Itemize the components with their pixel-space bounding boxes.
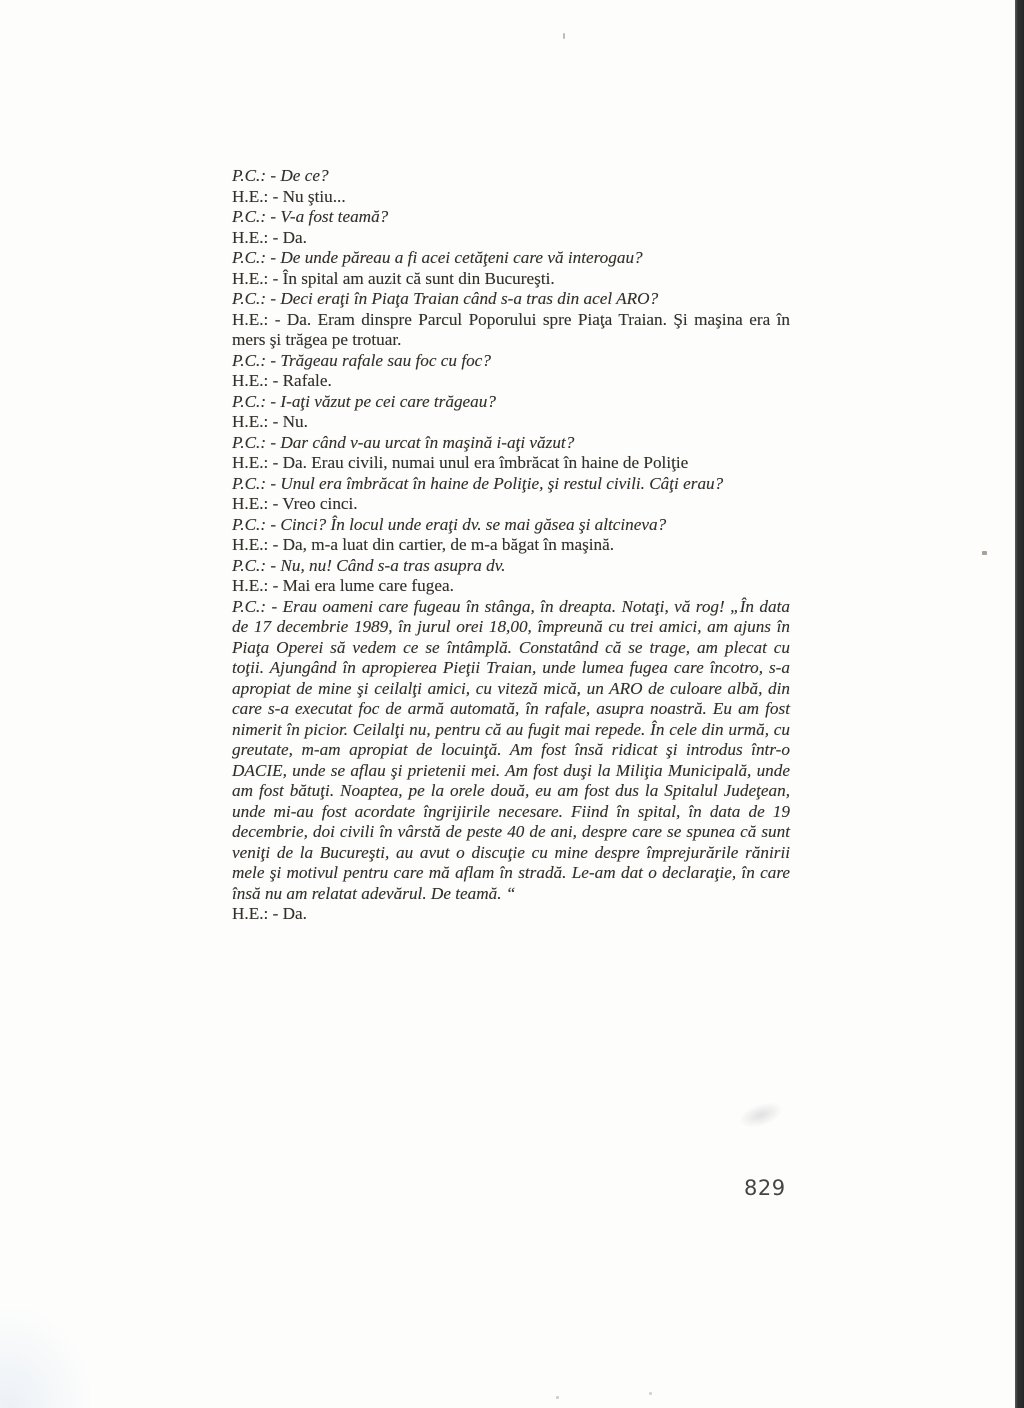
dialog-line: H.E.: - Vreo cinci. — [232, 494, 358, 513]
dialog-line: P.C.: - Deci eraţi în Piaţa Traian când s-a tras din acel ARO? — [232, 289, 659, 308]
scan-edge-artifact — [1015, 0, 1024, 1408]
dialog-line: H.E.: - În spital am auzit că sunt din Bucureşti. — [232, 268, 555, 288]
scan-speck — [556, 1396, 559, 1399]
dialog-line: P.C.: - Dar când v-au urcat în maşină i-aţi văzut? — [232, 432, 575, 452]
dialog-line: H.E.: - Nu ştiu... — [232, 186, 346, 206]
scan-smudge — [736, 1097, 787, 1132]
dialog-line: P.C.: - Trăgeau rafale sau foc cu foc? — [232, 350, 491, 370]
dialog-transcript — [232, 166, 790, 925]
scan-speck — [649, 1392, 652, 1395]
dialog-line: P.C.: - V-a fost teamă? — [232, 207, 389, 226]
dialog-line: H.E.: - Nu. — [232, 412, 308, 431]
dialog-line: P.C.: - Cinci? În locul unde eraţi dv. se mai găsea şi altcineva? — [232, 514, 667, 534]
dialog-line: H.E.: - Da. Eram dinspre Parcul Poporului spre Piaţa Traian. Şi maşina era în mers şi trăgea pe trotuar. — [232, 309, 790, 349]
scan-speck — [563, 33, 565, 39]
dialog-line: H.E.: - Da. Erau civili, numai unul era îmbrăcat în haine de Poliţie — [232, 453, 689, 472]
dialog-line: P.C.: - Erau oameni care fugeau în stânga, în dreapta. Notaţi, vă rog! „În data de 17 decembrie 1989, în jurul orei 18,00, împreună cu trei amici, am ajuns în Piaţa Operei să vedem ce se întâmplă. Constatând că se trage, am plecat cu toţii. Ajungând în apropierea Pieţii Traian, unde lumea fugea care încotro, s-a apropiat de mine şi ceilalţi amici, cu viteză mică, un ARO de culoare albă, din care s-a executat foc de armă automată, în rafale, asupra noastră. Eu am fost nimerit în picior. Ceilalţi nu, pentru că au fugit mai repede. În cele din urmă, cu greutate, m-am apropiat de locuinţă. Am fost însă ridicat şi introdus într-o DACIE, unde se aflau şi prietenii mei. Am fost duşi la Miliţia Municipală, unde am fost bătuţi. Noaptea, pe la orele două, eu am fost dus la Spitalul Judeţean, unde mi-au fost acordate îngrijirile necesare. Fiind în spital, în data de 19 decembrie, doi civili în vârstă de peste 40 de ani, despre care se spunea că sunt veniţi de la Bucureşti, au avut o discuţie cu mine despre împrejurările rănirii mele şi motivul pentru care mă aflam în stradă. Le-am dat o declaraţie, în care însă nu am relatat adevărul. De teamă. “ — [232, 596, 790, 903]
dialog-line: P.C.: - De unde păreau a fi acei cetăţeni care vă interogau? — [232, 248, 643, 267]
dialog-line: P.C.: - Nu, nu! Când s-a tras asupra dv. — [232, 555, 506, 575]
dialog-line: H.E.: - Da, m-a luat din cartier, de m-a băgat în maşină. — [232, 535, 615, 554]
page-number: 829 — [744, 1176, 786, 1200]
scan-corner-tint — [0, 1310, 90, 1408]
dialog-line: H.E.: - Da. — [232, 227, 307, 247]
dialog-line: P.C.: - I-aţi văzut pe cei care trăgeau? — [232, 391, 496, 411]
scan-speck — [982, 551, 987, 555]
dialog-line: P.C.: - Unul era îmbrăcat în haine de Poliţie, şi restul civili. Câţi erau? — [232, 473, 724, 493]
dialog-line: H.E.: - Rafale. — [232, 371, 332, 390]
dialog-line: P.C.: - De ce? — [232, 166, 329, 185]
dialog-line: H.E.: - Da. — [232, 904, 307, 923]
dialog-line: H.E.: - Mai era lume care fugea. — [232, 576, 454, 595]
